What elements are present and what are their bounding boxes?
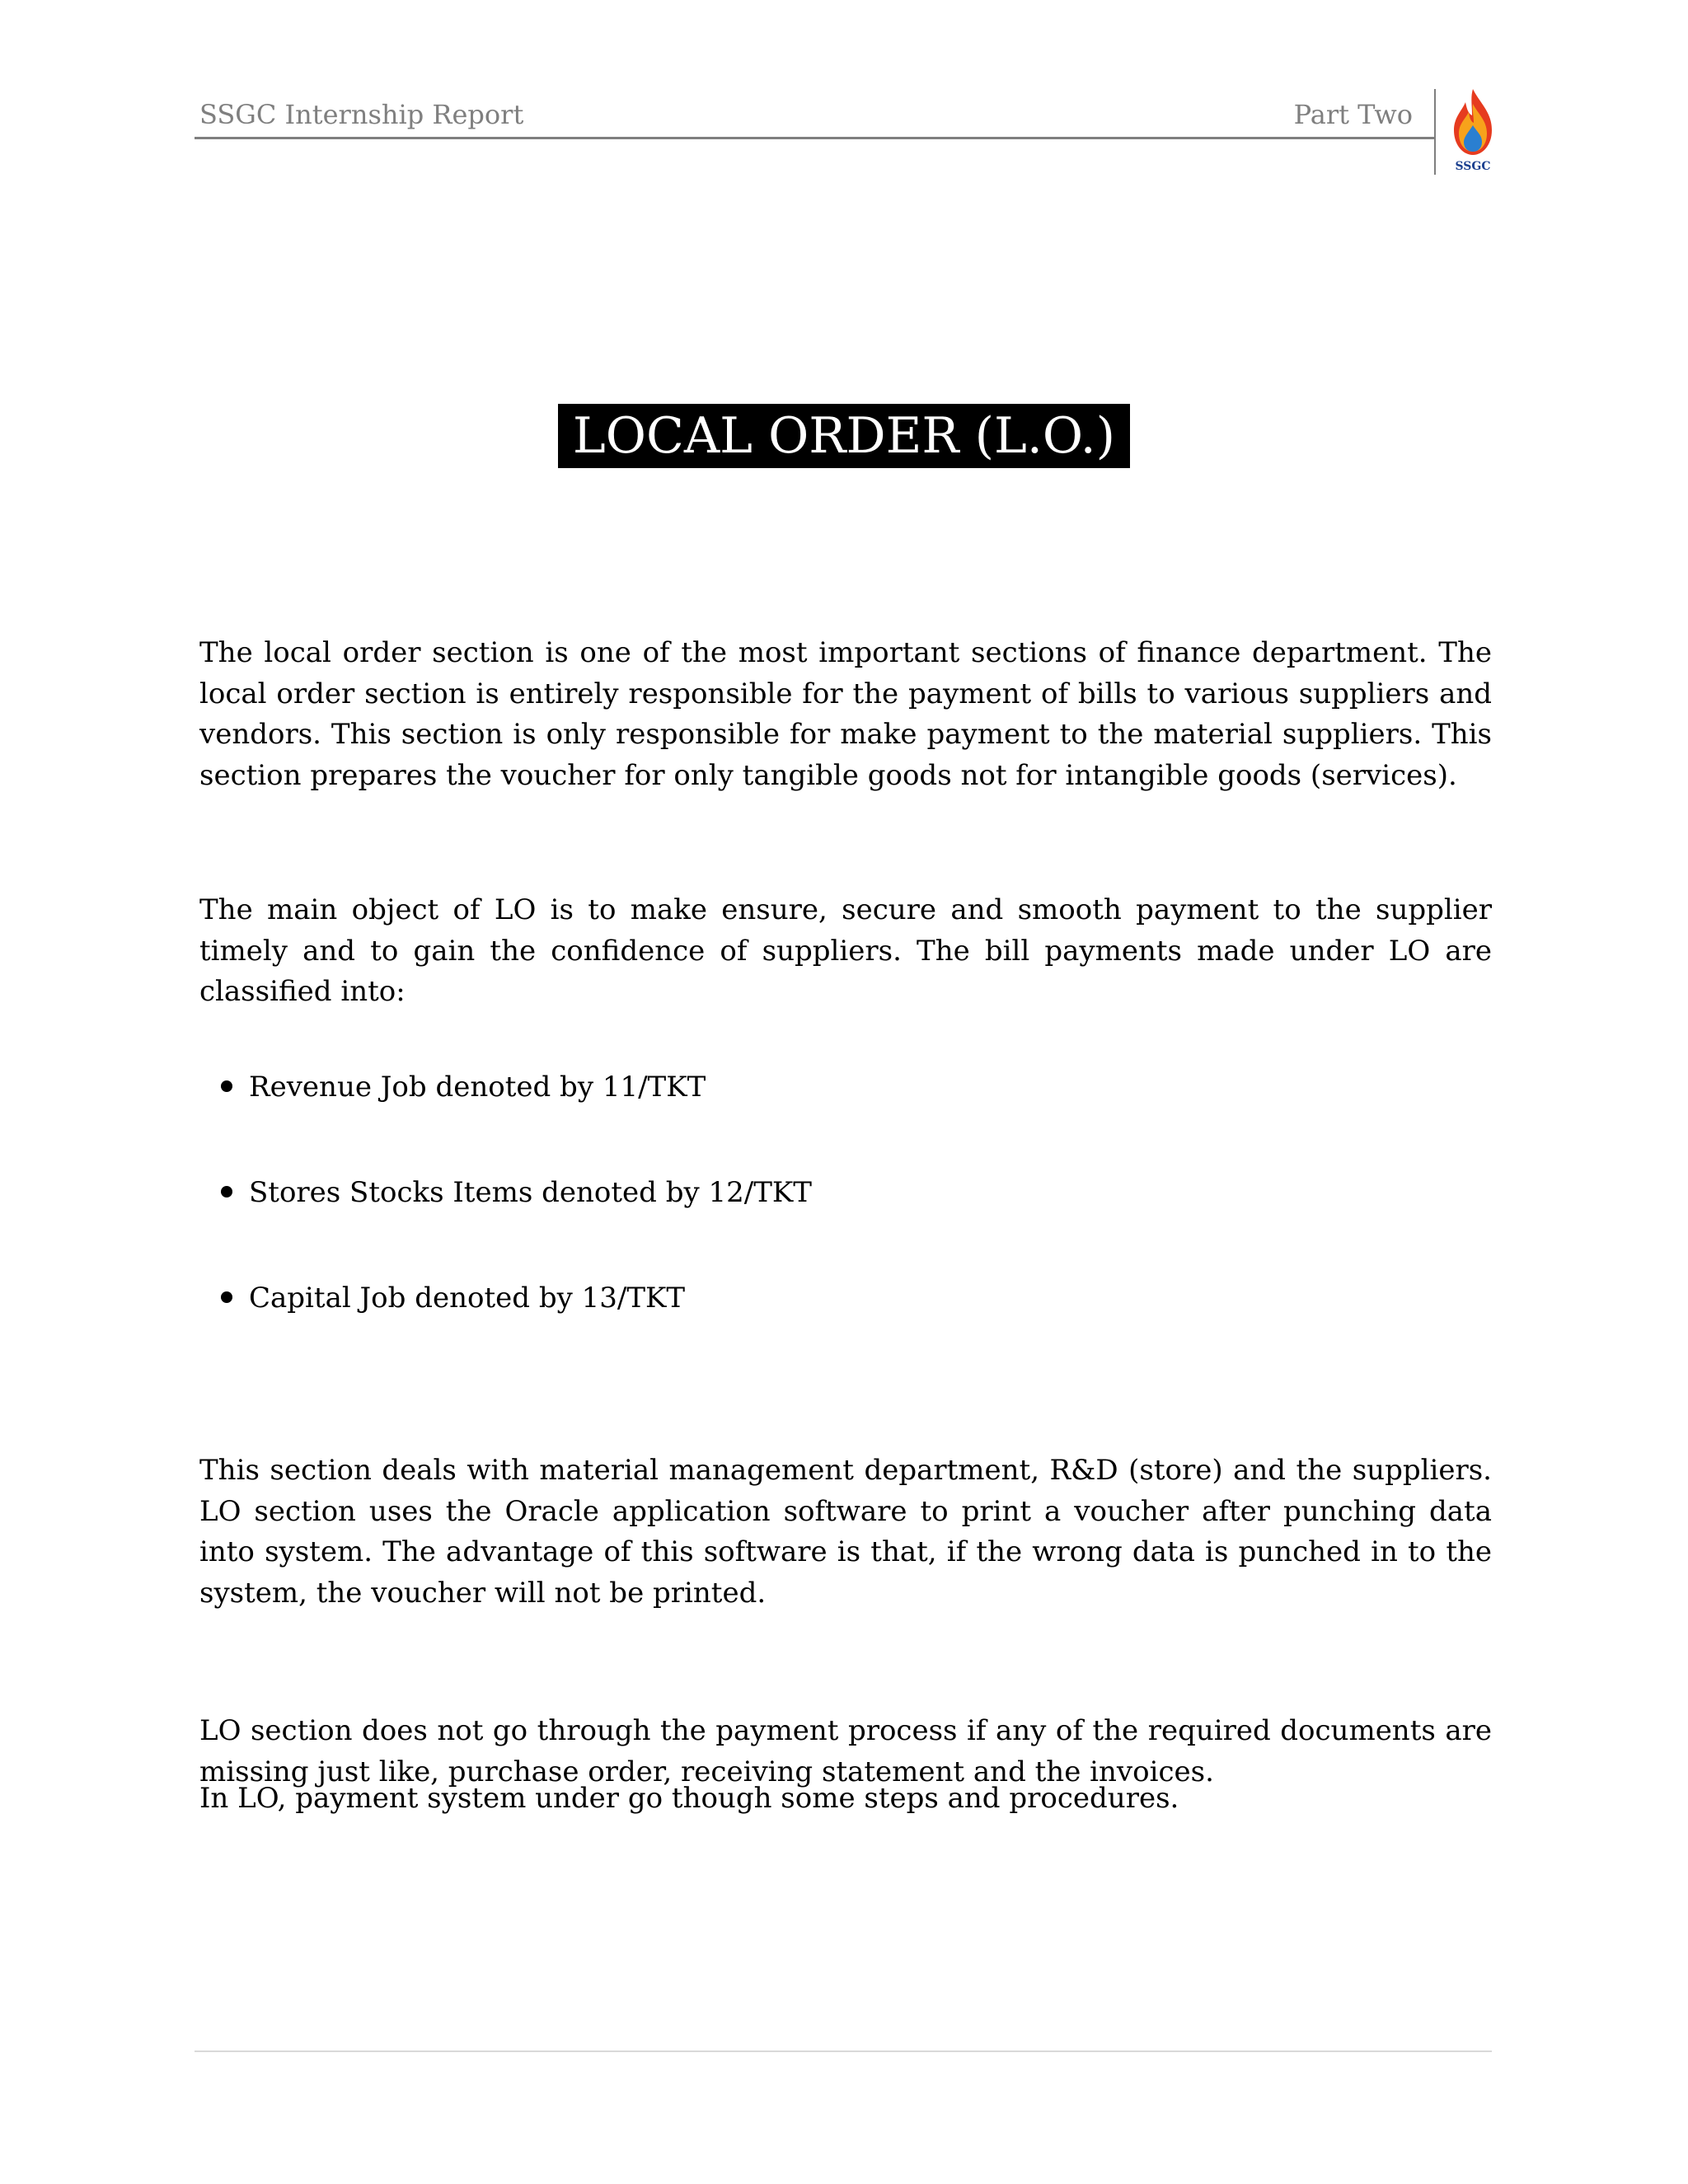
paragraph-intro: The local order section is one of the most important sections of finance department. The local order section is entirely responsible for the payment of bills to various suppliers and vendors. This section is only responsible for make payment to the material suppliers. This section prepares the voucher for only tangible goods not for intangible goods (services). — [199, 636, 1492, 792]
list-item-text: Revenue Job denoted by 11/TKT — [249, 1071, 706, 1104]
paragraph-software: This section deals with material management department, R&D (store) and the suppliers. LO section uses the Oracle application software to print a voucher after punching data into system. The advantage of this software is that, if the wrong data is punched in to the system, the voucher will not be printed. — [199, 1454, 1492, 1610]
paragraph-documents: LO section does not go through the payment process if any of the required documents are missing just like, purchase order, receiving statement and the invoices. — [199, 1714, 1492, 1788]
header-part-label: Part Two — [1293, 99, 1413, 130]
logo-wordmark: SSGC — [1455, 160, 1491, 173]
section-title: LOCAL ORDER (L.O.) — [558, 404, 1130, 468]
bullet-icon — [221, 1186, 232, 1197]
page-header — [195, 91, 1439, 140]
bullet-icon — [221, 1291, 232, 1303]
paragraph-object: The main object of LO is to make ensure, secure and smooth payment to the supplier timely and to gain the confidence of suppliers. The bill payments made under LO are classified into: — [199, 893, 1492, 1008]
header-divider — [195, 137, 1434, 139]
ssgc-logo — [1444, 86, 1502, 176]
list-item — [221, 1172, 1375, 1277]
header-vertical-divider — [1434, 89, 1436, 175]
list-item-text: Stores Stocks Items denoted by 12/TKT — [249, 1176, 812, 1209]
title-container — [0, 404, 1688, 468]
list-item — [221, 1066, 1375, 1172]
list-item-text: Capital Job denoted by 13/TKT — [249, 1282, 686, 1315]
header-report-title: SSGC Internship Report — [199, 99, 524, 130]
list-item — [221, 1277, 1375, 1383]
classification-list — [221, 1066, 1375, 1383]
flame-icon — [1444, 86, 1502, 162]
paragraph-procedures: In LO, payment system under go though some steps and procedures. — [199, 1782, 1179, 1815]
bullet-icon — [221, 1080, 232, 1092]
footer-divider — [195, 2050, 1492, 2052]
